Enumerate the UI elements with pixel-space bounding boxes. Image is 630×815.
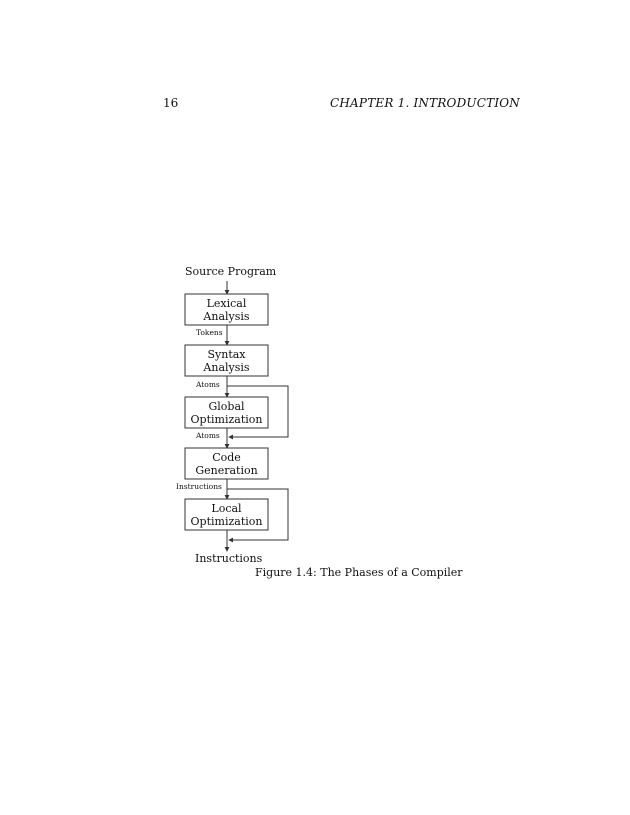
source-program-label: Source Program [185,265,277,278]
atoms-label-1: Atoms [196,380,220,389]
figure-caption: Figure 1.4: The Phases of a Compiler [255,566,463,579]
global-optimization-line2: Optimization [190,413,263,426]
syntax-analysis-line1: Syntax [207,348,246,361]
page-number: 16 [163,96,179,110]
output-instructions-label: Instructions [195,552,263,565]
syntax-analysis-line2: Analysis [203,361,250,374]
tokens-label: Tokens [196,328,223,337]
code-generation-line2: Generation [195,464,258,477]
lexical-analysis-line2: Analysis [203,310,250,323]
code-generation-line1: Code [212,451,241,464]
lexical-analysis-line1: Lexical [206,297,247,310]
local-optimization-line1: Local [211,502,242,515]
global-optimization-line1: Global [208,400,245,413]
atoms-label-2: Atoms [196,431,220,440]
local-optimization-line2: Optimization [190,515,263,528]
instructions-edge-label: Instructions [176,482,222,491]
running-head: CHAPTER 1. INTRODUCTION [330,96,520,110]
